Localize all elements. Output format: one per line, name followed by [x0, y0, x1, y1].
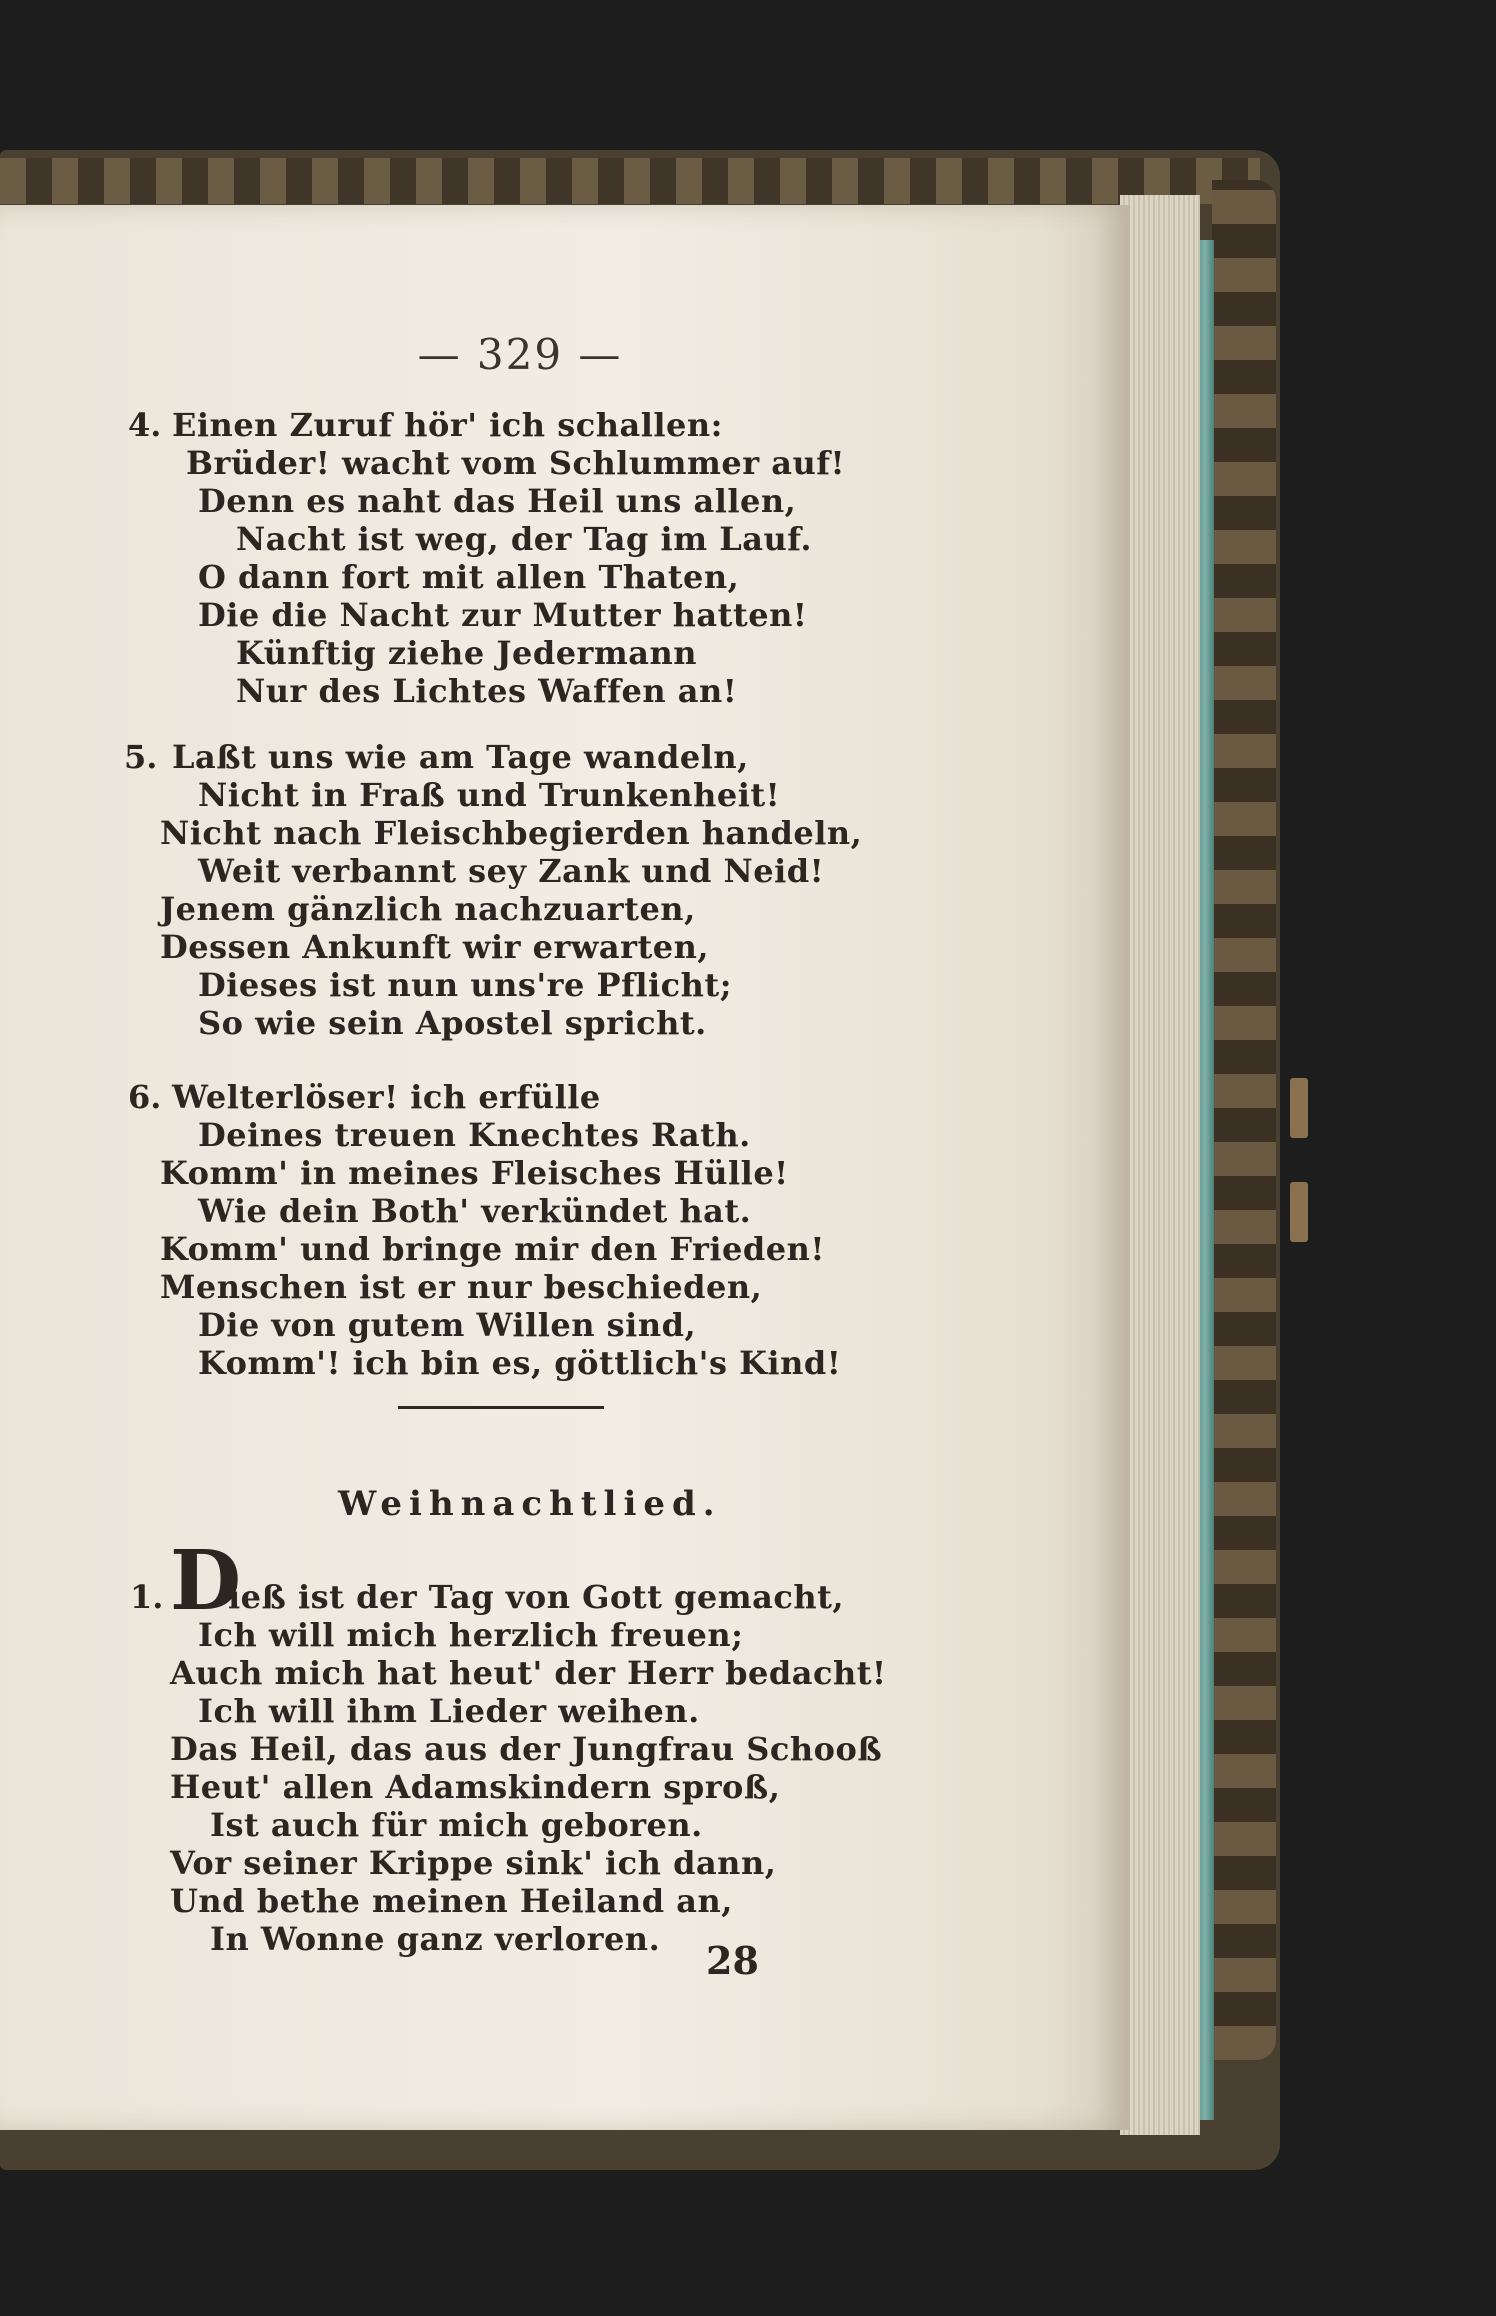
section-divider — [398, 1406, 604, 1409]
clasp-upper — [1290, 1078, 1308, 1138]
verse-line: Jenem gänzlich nachzuarten, — [160, 890, 696, 928]
verse-line: Nur des Lichtes Waffen an! — [236, 672, 738, 710]
cover-top-ornament — [0, 158, 1260, 204]
verse-line: In Wonne ganz verloren. — [210, 1920, 661, 1958]
stanza-number: 5. — [124, 738, 158, 776]
verse-line: Welterlöser! ich erfülle — [172, 1078, 601, 1116]
drop-cap: D — [170, 1533, 242, 1629]
verse-line: Das Heil, das aus der Jungfrau Schooß — [170, 1730, 883, 1768]
verse-line: Nicht nach Fleischbegierden handeln, — [160, 814, 863, 852]
stanza-number: 4. — [128, 406, 162, 444]
stanza-number: 1. — [130, 1578, 164, 1616]
stanza-number: 6. — [128, 1078, 162, 1116]
verse-line: Deines treuen Knechtes Rath. — [198, 1116, 751, 1154]
verse-line: Ich will mich herzlich freuen; — [198, 1616, 744, 1654]
verse-line: Heut' allen Adamskindern sproß, — [170, 1768, 781, 1806]
section-title: Weihnachtlied. — [338, 1484, 722, 1524]
verse-line: Wie dein Both' verkündet hat. — [198, 1192, 752, 1230]
page-number: — 329 — — [417, 330, 623, 379]
verse-line: O dann fort mit allen Thaten, — [198, 558, 740, 596]
signature-mark: 28 — [706, 1938, 759, 1983]
verse-line: Nicht in Fraß und Trunkenheit! — [198, 776, 781, 814]
verse-line: Menschen ist er nur beschieden, — [160, 1268, 763, 1306]
verse-line: Vor seiner Krippe sink' ich dann, — [170, 1844, 777, 1882]
verse-line: Komm' und bringe mir den Frieden! — [160, 1230, 825, 1268]
verse-line: Ist auch für mich geboren. — [210, 1806, 703, 1844]
verse-line: ieß ist der Tag von Gott gemacht, — [228, 1578, 845, 1616]
verse-line: Denn es naht das Heil uns allen, — [198, 482, 797, 520]
verse-line: Ich will ihm Lieder weihen. — [198, 1692, 700, 1730]
verse-line: Nacht ist weg, der Tag im Lauf. — [236, 520, 812, 558]
verse-line: Künftig ziehe Jedermann — [236, 634, 698, 672]
clasp-lower — [1290, 1182, 1308, 1242]
verse-line: Weit verbannt sey Zank und Neid! — [198, 852, 825, 890]
verse-line: Und bethe meinen Heiland an, — [170, 1882, 733, 1920]
verse-line: Dieses ist nun uns're Pflicht; — [198, 966, 733, 1004]
verse-line: Einen Zuruf hör' ich schallen: — [172, 406, 723, 444]
verse-line: Die von gutem Willen sind, — [198, 1306, 697, 1344]
verse-line: Brüder! wacht vom Schlummer auf! — [186, 444, 846, 482]
verse-line: Komm' in meines Fleisches Hülle! — [160, 1154, 789, 1192]
verse-line: Auch mich hat heut' der Herr bedacht! — [170, 1654, 887, 1692]
verse-line: Komm'! ich bin es, göttlich's Kind! — [198, 1344, 842, 1382]
verse-line: Dessen Ankunft wir erwarten, — [160, 928, 709, 966]
verse-line: Laßt uns wie am Tage wandeln, — [172, 738, 749, 776]
verse-line: So wie sein Apostel spricht. — [198, 1004, 707, 1042]
verse-line: Die die Nacht zur Mutter hatten! — [198, 596, 808, 634]
cover-spine-ornament — [1212, 180, 1276, 2060]
page-stack — [1120, 195, 1200, 2135]
